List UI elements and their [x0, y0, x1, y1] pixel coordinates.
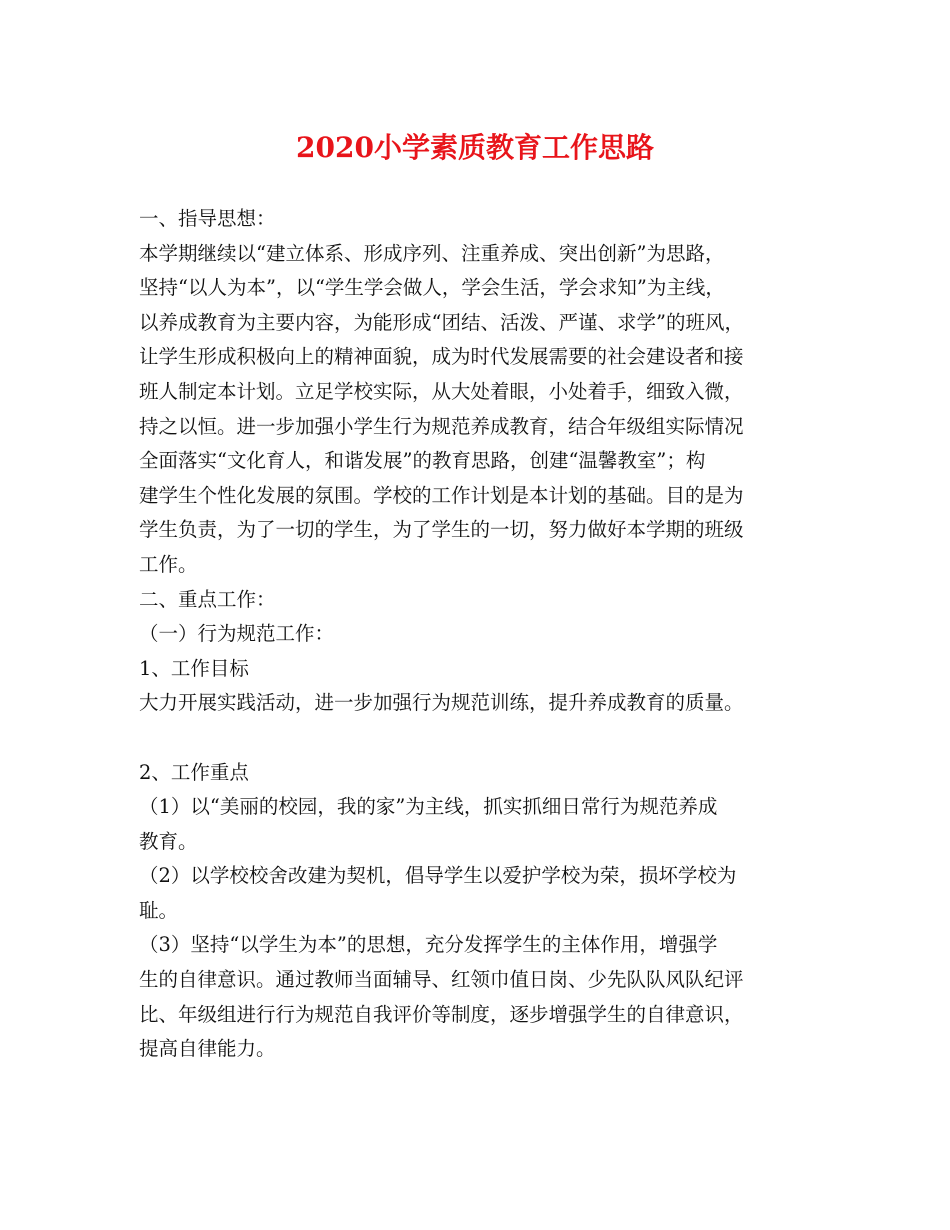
section-heading: 二、重点工作： [139, 587, 276, 611]
item-heading: 2、工作重点 [139, 760, 249, 784]
paragraph-line: 本学期继续以“建立体系、形成序列、注重养成、突出创新”为思路， [139, 241, 725, 265]
paragraph-line: 比、年级组进行行为规范自我评价等制度，逐步增强学生的自律意识， [139, 1002, 744, 1026]
paragraph-line: 耻。 [139, 898, 179, 922]
blank-line [139, 721, 829, 756]
paragraph-line: 班人制定本计划。立足学校实际，从大处着眼，小处着手，细致入微， [139, 379, 744, 403]
document-title: 2020小学素质教育工作思路 [296, 131, 654, 164]
paragraph-line: 全面落实“文化育人，和谐发展”的教育思路，创建“温馨教室”；构 [139, 449, 706, 473]
paragraph-line: 提高自律能力。 [139, 1037, 276, 1061]
paragraph-line: （3）坚持“以学生为本”的思想，充分发挥学生的主体作用，增强学 [139, 933, 718, 957]
subsection-heading: （一）行为规范工作： [139, 622, 335, 646]
paragraph-line: 一、指导思想： [139, 207, 276, 230]
paragraph-line: 持之以恒。进一步加强小学生行为规范养成教育，结合年级组实际情况 [139, 414, 744, 438]
paragraph-line: （2）以学校校舍改建为契机，倡导学生以爱护学校为荣，损坏学校为 [139, 864, 737, 888]
paragraph-line: （1）以“美丽的校园，我的家”为主线，抓实抓细日常行为规范养成 [139, 795, 718, 819]
paragraph-line: 坚持“以人为本”，以“学生学会做人，学会生活，学会求知”为主线， [139, 276, 725, 300]
paragraph-line: 教育。 [139, 829, 198, 853]
document-body [139, 202, 829, 1067]
paragraph-line: 让学生形成积极向上的精神面貌，成为时代发展需要的社会建设者和接 [139, 345, 744, 369]
paragraph-line: 工作。 [139, 552, 198, 576]
paragraph-line: 建学生个性化发展的氛围。学校的工作计划是本计划的基础。目的是为 [139, 483, 744, 507]
paragraph-line: 学生负责，为了一切的学生，为了学生的一切，努力做好本学期的班级 [139, 518, 744, 542]
item-heading: 1、工作目标 [139, 656, 249, 680]
paragraph-line: 大力开展实践活动，进一步加强行为规范训练，提升养成教育的质量。 [139, 691, 744, 715]
paragraph-line: 生的自律意识。通过教师当面辅导、红领巾值日岗、少先队队风队纪评 [139, 968, 744, 992]
paragraph-line: 以养成教育为主要内容，为能形成“团结、活泼、严谨、求学”的班风， [139, 310, 744, 334]
